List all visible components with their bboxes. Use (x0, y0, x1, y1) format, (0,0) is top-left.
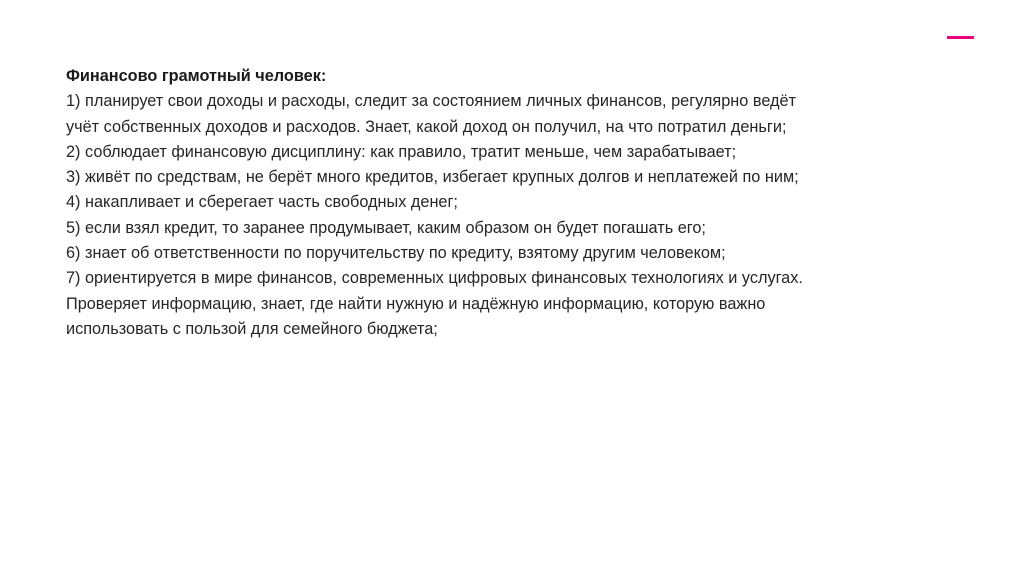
text-line-9: Проверяет информацию, знает, где найти нужную и надёжную информацию, которую важно (66, 294, 766, 313)
accent-bar (947, 36, 974, 39)
slide-heading: Финансово грамотный человек: (66, 67, 327, 85)
text-line-2: учёт собственных доходов и расходов. Знает, какой доход он получил, на что потратил деньги; (66, 117, 787, 136)
slide-content (66, 64, 966, 342)
text-line-6: 5) если взял кредит, то заранее продумывает, каким образом он будет погашать его; (66, 218, 706, 237)
text-line-5: 4) накапливает и сберегает часть свободных денег; (66, 193, 458, 212)
text-line-4: 3) живёт по средствам, не берёт много кредитов, избегает крупных долгов и неплатежей по ним; (66, 168, 799, 187)
text-line-8: 7) ориентируется в мире финансов, современных цифровых финансовых технологиях и услугах. (66, 269, 803, 288)
text-line-10: использовать с пользой для семейного бюджета; (66, 319, 438, 338)
text-line-1: 1) планирует свои доходы и расходы, следит за состоянием личных финансов, регулярно ведёт (66, 92, 797, 111)
text-line-7: 6) знает об ответственности по поручительству по кредиту, взятому другим человеком; (66, 244, 726, 263)
text-line-3: 2) соблюдает финансовую дисциплину: как правило, тратит меньше, чем зарабатывает; (66, 142, 737, 161)
